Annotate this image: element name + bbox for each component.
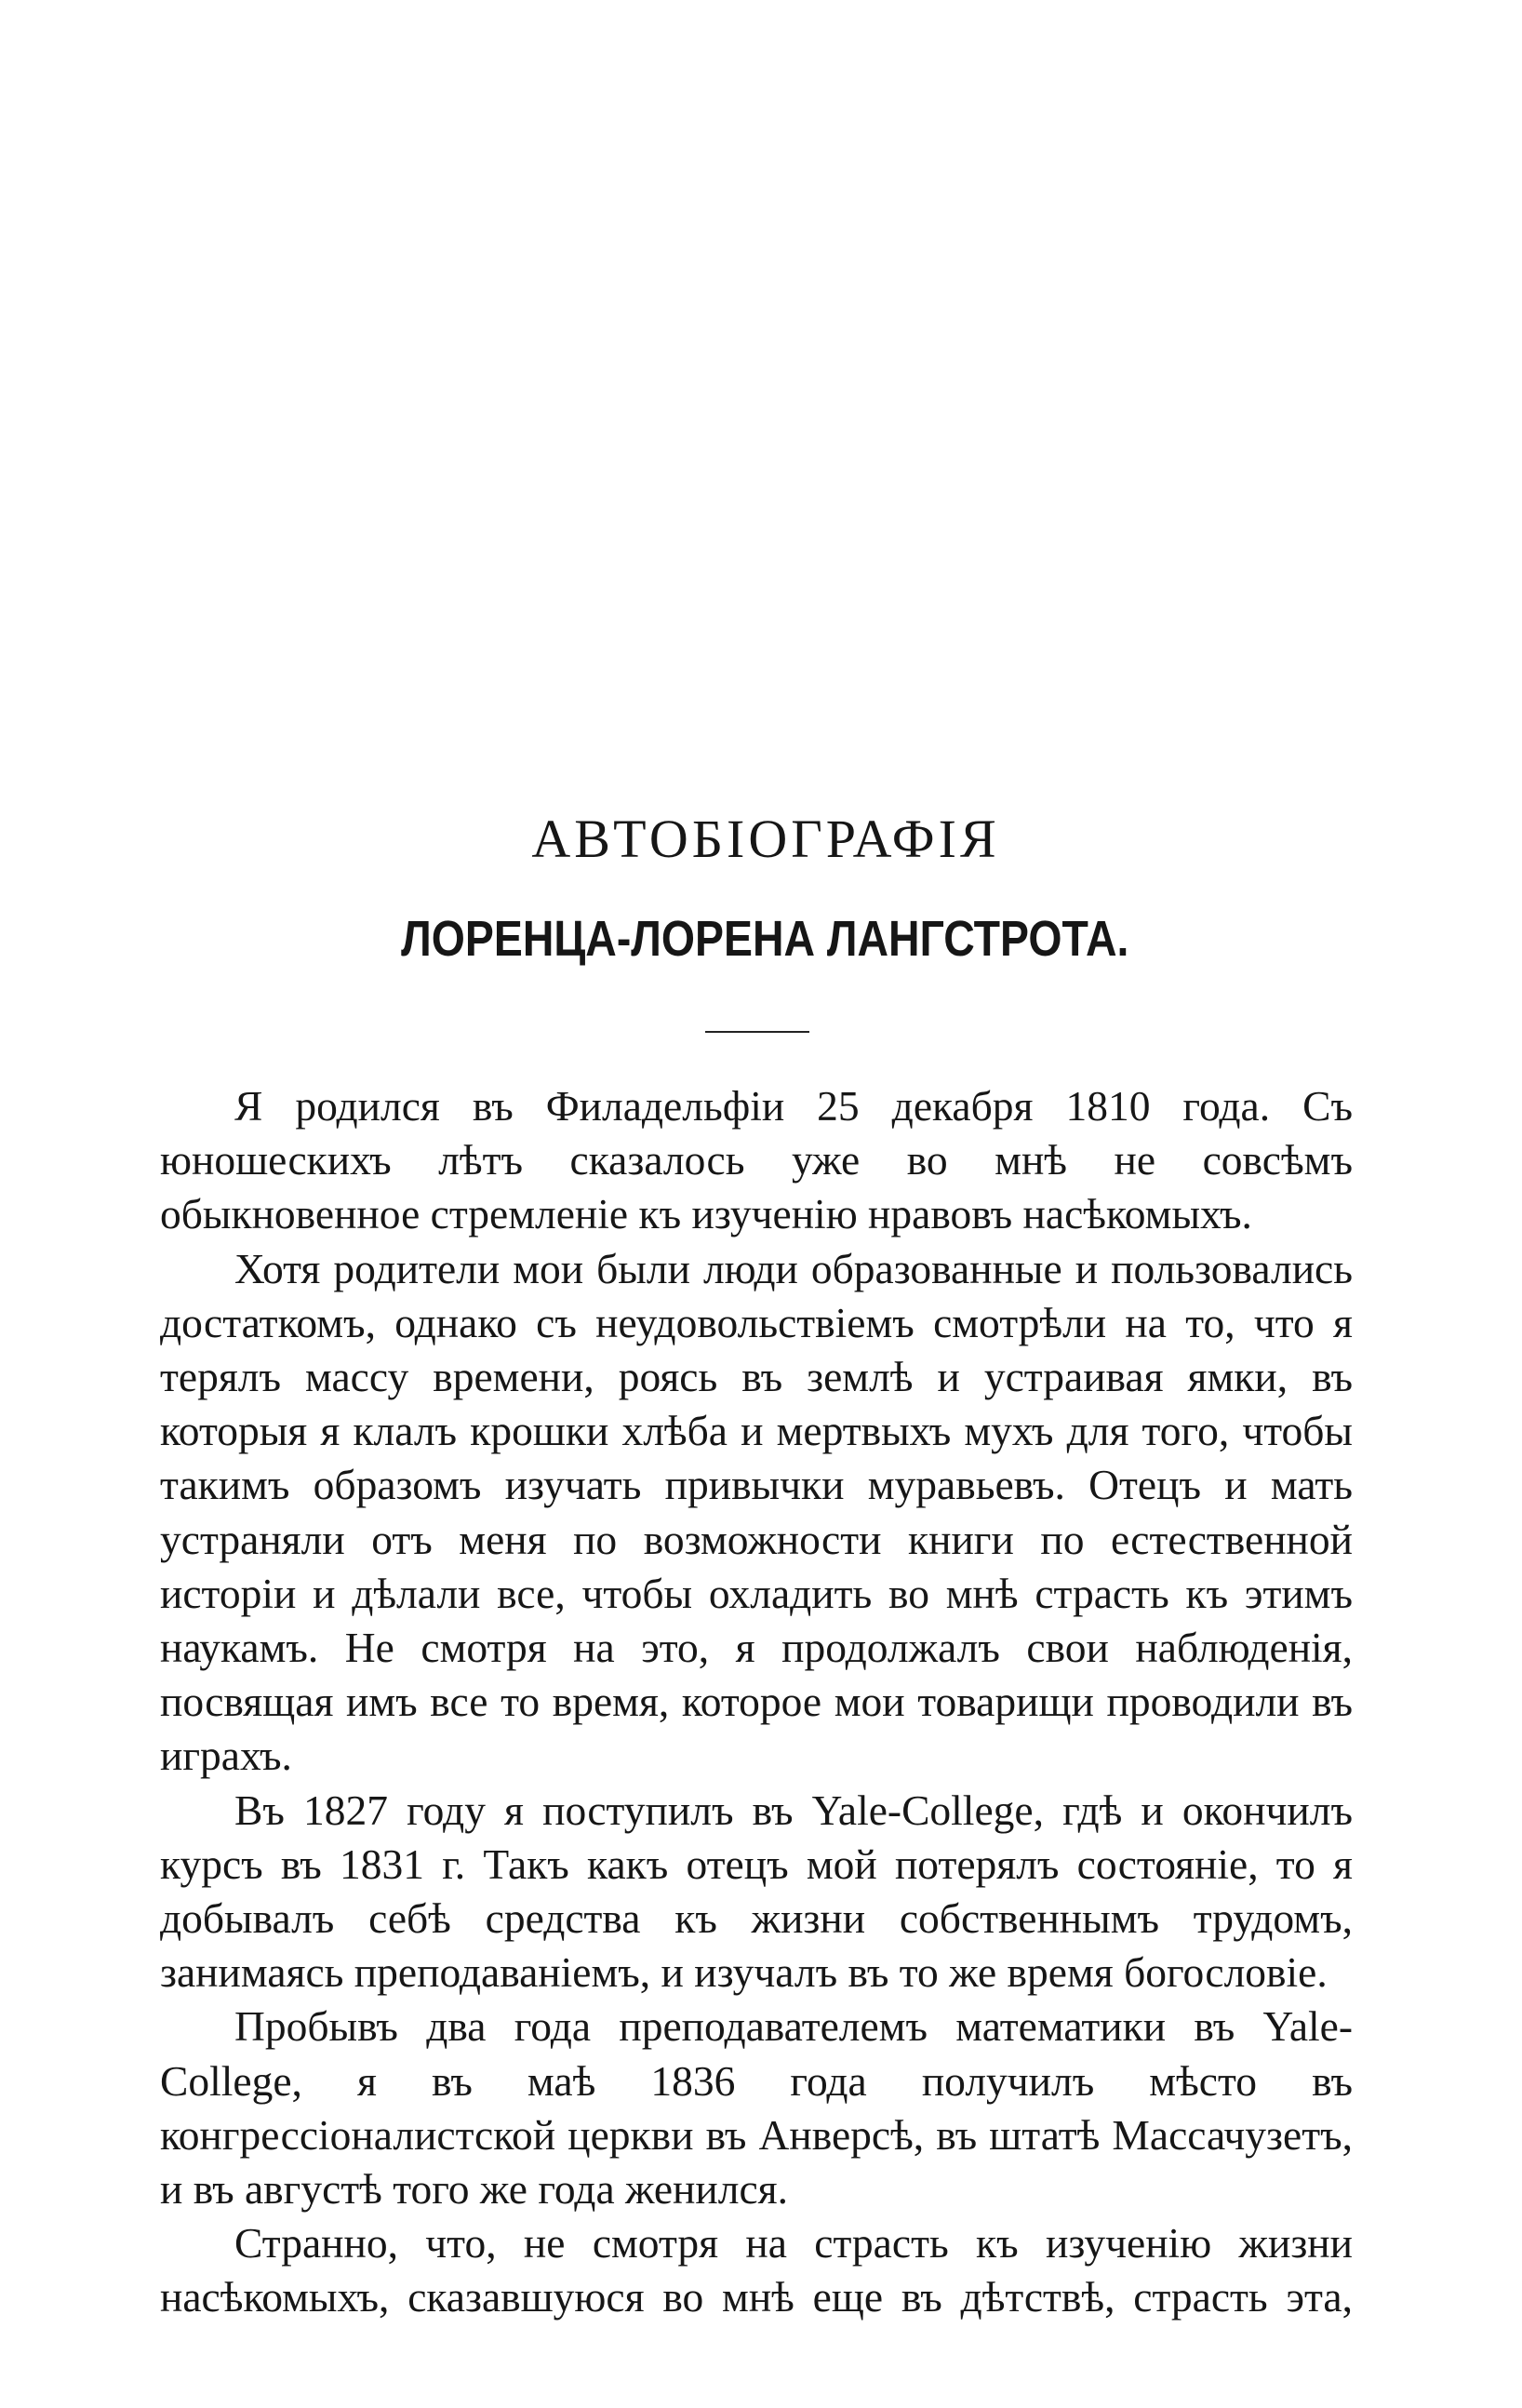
chapter-subtitle: ЛОРЕНЦА-ЛОРЕНА ЛАНГСТРОТА. <box>401 911 1129 967</box>
paragraph-1: Я родился въ Филадельфіи 25 декабря 1810 года. Съ юношескихъ лѣтъ сказалось уже во мнѣ не совсѣмъ обыкновенное стремленіе къ изученію нравовъ насѣкомыхъ. <box>160 1082 1353 1238</box>
paragraph-4: Пробывъ два года преподавателемъ математики въ Yale-College, я въ маѣ 1836 года получилъ мѣсто въ конгрессіоналистской церкви въ Анверсѣ, въ штатѣ Массачузетъ, и въ августѣ того же года женился. <box>160 2002 1353 2214</box>
chapter-title: АВТОБІОГРАФІЯ <box>531 809 1000 869</box>
paragraph-5: Странно, что, не смотря на страсть къ изученію жизни насѣкомыхъ, сказавшуюся во мнѣ еще въ дѣтствѣ, страсть эта, <box>160 2219 1353 2321</box>
paragraph-3: Въ 1827 году я поступилъ въ Yale-College, гдѣ и окончилъ курсъ въ 1831 г. Такъ какъ отецъ мой потерялъ состояніе, то я добывалъ себѣ средства къ жизни собственнымъ трудомъ, занимаясь преподаваніемъ, и изучалъ въ то же время богословіе. <box>160 1786 1353 1997</box>
body-text <box>160 1079 1353 2325</box>
paragraph-2: Хотя родители мои были люди образованные и пользовались достаткомъ, однако съ неудовольствіемъ смотрѣли на то, что я терялъ массу времени, роясь въ землѣ и устраивая ямки, въ которыя я клалъ крошки хлѣба и мертвыхъ мухъ для того, чтобы такимъ образомъ изучать привычки муравьевъ. Отецъ и мать устраняли отъ меня по возможности книги по естественной исторіи и дѣлали все, чтобы охладить во мнѣ страсть къ этимъ наукамъ. Не смотря на это, я продолжалъ свои наблюденія, посвящая имъ все то время, которое мои товарищи проводили въ играхъ. <box>160 1244 1353 1780</box>
title-divider <box>705 1031 809 1033</box>
